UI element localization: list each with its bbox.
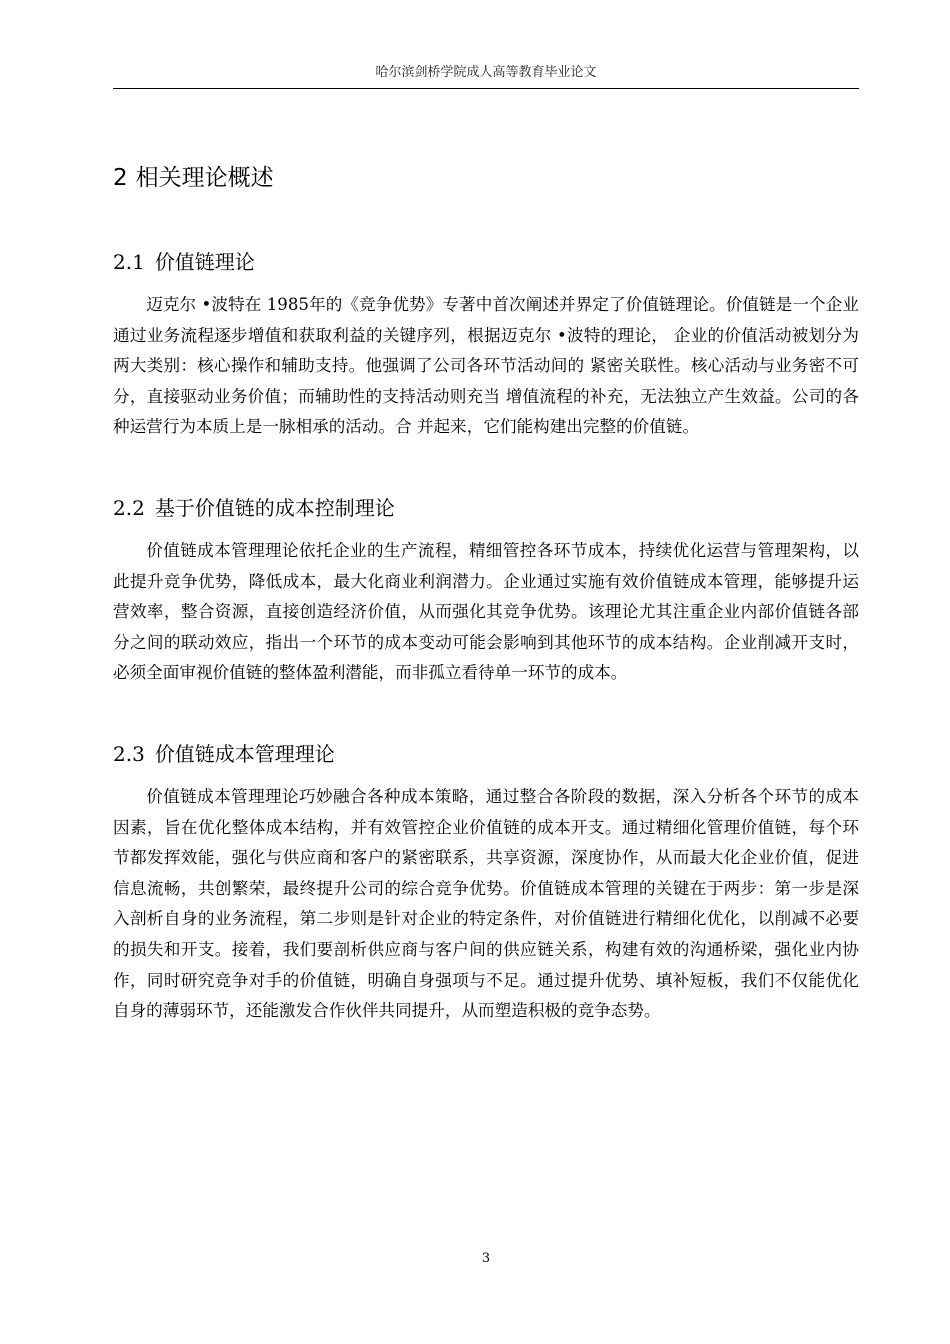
page-number: 3	[481, 1251, 491, 1266]
section-title-text: 基于价值链的成本控制理论	[154, 496, 395, 520]
section-2-2-paragraph: 价值链成本管理理论依托企业的生产流程，精细管控各环节成本，持续优化运营与管理架构，以此提升竞争优势，降低成本，最大化商业利润潜力。企业通过实施有效价值链成本管理，能够提升运营效率，整合资源，直接创造经济价值，从而强化其竞争优势。该理论尤其注重企业内部价值链各部分之间的联动效应，指出一个环节的成本变动可能会影响到其他环节的成本结构。企业削减开支时，必须全面审视价值链的整体盈利潜能，而非孤立看待单一环节的成本。	[113, 541, 859, 683]
section-title-text: 价值链成本管理理论	[154, 742, 335, 766]
section-2-1-paragraph: 迈克尔 •波特在 1985年的《竞争优势》专著中首次阐述并界定了价值链理论。价值链是一个企业通过业务流程逐步增值和获取利益的关键序列，根据迈克尔 •波特的理论， 企业的价值活动被划分为两大类别：核心操作和辅助支持。他强调了公司各环节活动间的 紧密关联性。核心活动与业务密不可分，直接驱动业务价值；而辅助性的支持活动则充当 增值流程的补充，无法独立产生效益。公司的各种运营行为本质上是一脉相承的活动。合 并起来，它们能构建出完整的价值链。	[113, 295, 859, 437]
section-heading-2-1	[113, 248, 255, 276]
chapter-title	[113, 163, 274, 193]
section-2-3-paragraph: 价值链成本管理理论巧妙融合各种成本策略，通过整合各阶段的数据，深入分析各个环节的成本因素，旨在优化整体成本结构，并有效管控企业价值链的成本开支。通过精细化管理价值链，每个环节都发挥效能，强化与供应商和客户的紧密联系，共享资源，深度协作，从而最大化企业价值，促进信息流畅，共创繁荣，最终提升公司的综合竞争优势。价值链成本管理的关键在于两步：第一步是深入剖析自身的业务流程，第二步则是针对企业的特定条件，对价值链进行精细化优化，以削减不必要的损失和开支。接着，我们要剖析供应商与客户间的供应链关系，构建有效的沟通桥梁，强化业内协作，同时研究竞争对手的价值链，明确自身强项与不足。通过提升优势、填补短板，我们不仅能优化自身的薄弱环节，还能激发合作伙伴共同提升，从而塑造积极的竞争态势。	[113, 787, 859, 1021]
chapter-number: 2	[113, 165, 128, 191]
section-heading-2-3	[113, 740, 335, 768]
section-heading-2-2	[113, 494, 395, 522]
running-header: 哈尔滨剑桥学院成人高等教育毕业论文	[375, 65, 597, 80]
section-number: 2.3	[113, 742, 145, 766]
chapter-title-text: 相关理论概述	[135, 165, 274, 191]
header-rule	[113, 88, 859, 89]
section-number: 2.2	[113, 496, 145, 520]
section-number: 2.1	[113, 250, 145, 274]
section-title-text: 价值链理论	[154, 250, 255, 274]
